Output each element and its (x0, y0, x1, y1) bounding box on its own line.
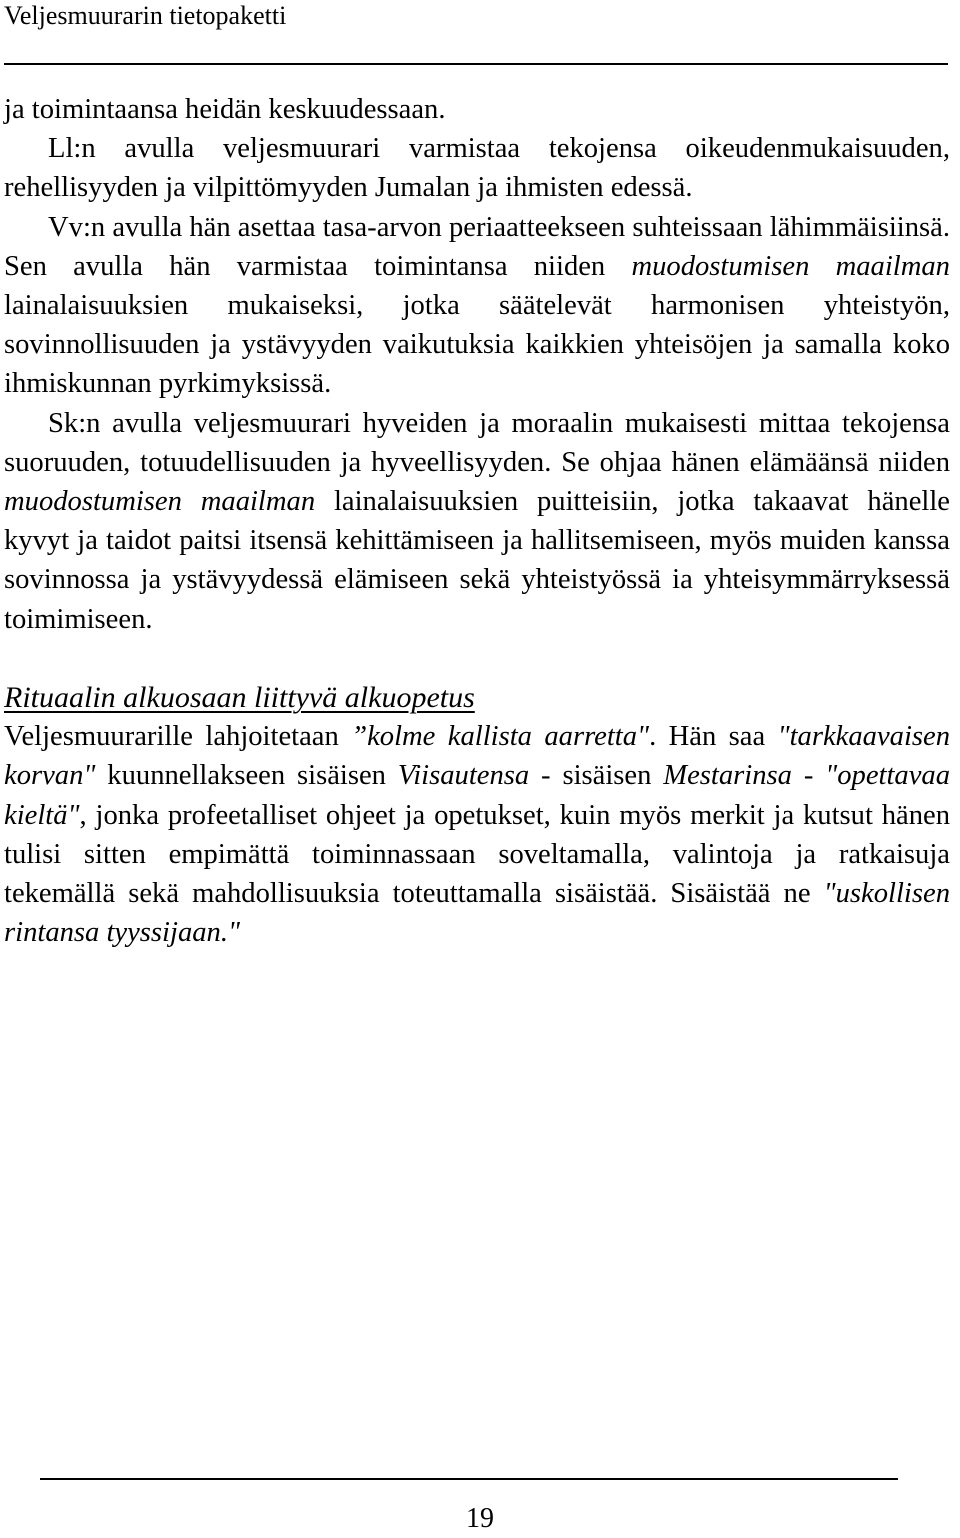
running-header: Veljesmuurarin tietopaketti (4, 1, 287, 30)
italic-run: Mestarinsa (663, 760, 792, 792)
paragraph-sk (4, 404, 950, 639)
italic-run: Viisautensa (397, 760, 530, 792)
section-heading: Rituaalin alkuosaan liittyvä alkuopetus (4, 681, 475, 715)
text-run: - (791, 760, 826, 792)
text-run: - sisäisen (529, 760, 664, 792)
italic-run: muodostumisen maailman (631, 250, 950, 282)
text-run: lainalaisuuksien mukaiseksi, jotka säätelevät harmonisen yhteistyön, sovinnollisuuden ja ystävyyden vaikutuksia kaikkien yhteisöjen ja samalla koko ihmiskunnan pyrkimyksissä. (4, 290, 950, 400)
text-run: kuunnellakseen sisäisen (95, 760, 398, 792)
italic-run: "tarkkaavaisen korvan" (4, 721, 951, 792)
section-gap (4, 639, 950, 678)
text-run: Vv:n avulla hän asettaa tasa-arvon periaatteekseen suhteissaan lähimmäisiinsä. Sen avulla hän varmistaa toimintansa niiden (4, 211, 950, 282)
paragraph-ll (4, 129, 950, 207)
text-run: Ll:n avulla veljesmuurari varmistaa tekojensa oikeudenmukaisuuden, rehellisyyden ja vilpittömyyden Jumalan ja ihmisten edessä. (4, 133, 950, 204)
footer-rule (40, 1478, 898, 1480)
text-run: , jonka profeetalliset ohjeet ja opetukset, kuin myös merkit ja kutsut hänen tulisi sitten empimättä toiminnassaan soveltamalla, valintoja ja ratkaisuja tekemällä sekä mahdollisuuksia toteuttamalla sisäistää. Sisäistää ne (4, 799, 950, 910)
page-body (4, 90, 950, 952)
italic-run: ”kolme kallista aarretta" (351, 721, 650, 753)
paragraph-continuation (4, 90, 950, 129)
paragraph-alkuopetus (4, 717, 950, 952)
italic-run: "opettavaa kieltä" (4, 760, 950, 831)
paragraph-vv (4, 208, 950, 404)
text-run: Veljesmuurarille lahjoitetaan (4, 721, 352, 753)
text-run: . Hän saa (649, 721, 778, 753)
page-number: 19 (466, 1503, 494, 1534)
text-run: ja toimintaansa heidän keskuudessaan. (4, 94, 446, 125)
text-run: lainalaisuuksien puitteisiin, jotka takaavat hänelle kyvyt ja taidot paitsi itsensä kehittämiseen ja hallitsemiseen, myös muiden kanssa sovinnossa ja ystävyydessä elämiseen sekä yhteistyössä ia yhteisymmärryksessä toimimiseen. (4, 486, 950, 635)
italic-run: muodostumisen maailman (4, 486, 316, 518)
text-run: Sk:n avulla veljesmuurari hyveiden ja moraalin mukaisesti mittaa tekojensa suoruuden, totuudellisuuden ja hyveellisyyden. Se ohjaa hänen elämäänsä niiden (4, 407, 950, 478)
header-rule (4, 63, 948, 65)
italic-run: "uskollisen rintansa tyyssijaan." (4, 878, 950, 949)
